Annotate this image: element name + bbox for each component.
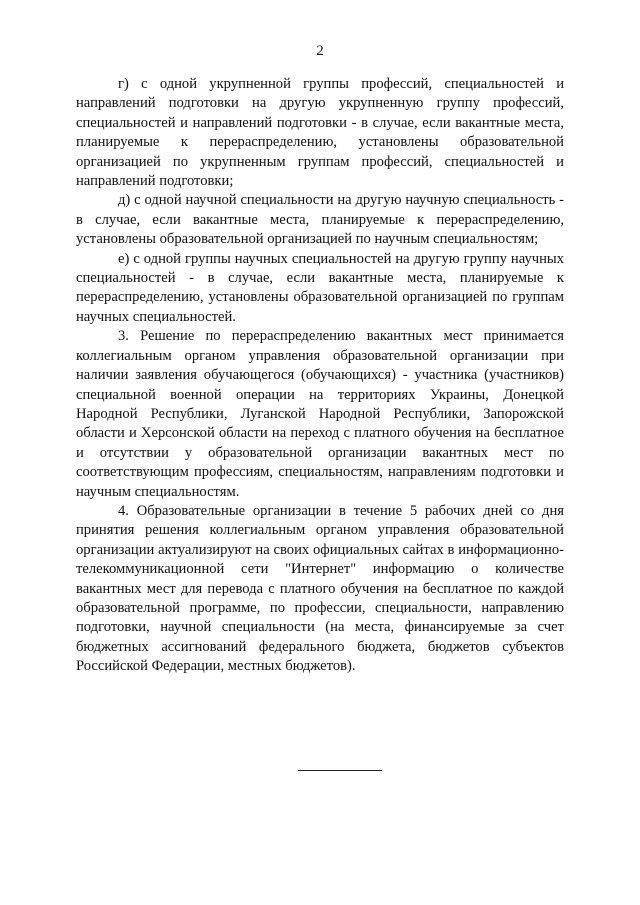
paragraph-item-d: д) с одной научной специальности на другую научную специальность - в случае, если вакантные места, планируемые к перераспределению, установлены образовательной организацией по научным специальностям; <box>76 192 564 248</box>
document-body <box>76 75 564 677</box>
closing-divider <box>298 770 382 771</box>
paragraph-clause-4: 4. Образовательные организации в течение 5 рабочих дней со дня принятия решения коллегиальным органом управления образовательной организации актуализируют на своих официальных сайтах в информационно-телекоммуникационной сети "Интернет" информацию о количестве вакантных мест для перевода с платного обучения на бесплатное по каждой образовательной программе, по профессии, специальности, направлению подготовки, научной специальности (на места, финансируемые за счет бюджетных ассигнований федерального бюджета, бюджетов субъектов Российской Федерации, местных бюджетов). <box>76 502 564 675</box>
page-number: 2 <box>316 43 324 59</box>
paragraph-item-e: е) с одной группы научных специальностей на другую группу научных специальностей - в случае, если вакантные места, планируемые к перераспределению, установлены образовательной организацией по группам научных специальностей. <box>76 250 564 325</box>
paragraph-item-g: г) с одной укрупненной группы профессий, специальностей и направлений подготовки на другую укрупненную группу профессий, специальностей и направлений подготовки - в случае, если вакантные места, планируемые к перераспределению, установлены образовательной организацией по укрупненным группам профессий, специальностей и направлений подготовки; <box>76 76 564 190</box>
paragraph-clause-3: 3. Решение по перераспределению вакантных мест принимается коллегиальным органом управления образовательной организации при наличии заявления обучающегося (обучающихся) - участника (участников) специальной военной операции на территориях Украины, Донецкой Народной Республики, Луганской Народной Республики, Запорожской области и Херсонской области на переход с платного обучения на бесплатное и отсутствии у образовательной организации вакантных мест по соответствующим профессиям, специальностям, направлениям подготовки и научным специальностям. <box>76 328 564 500</box>
